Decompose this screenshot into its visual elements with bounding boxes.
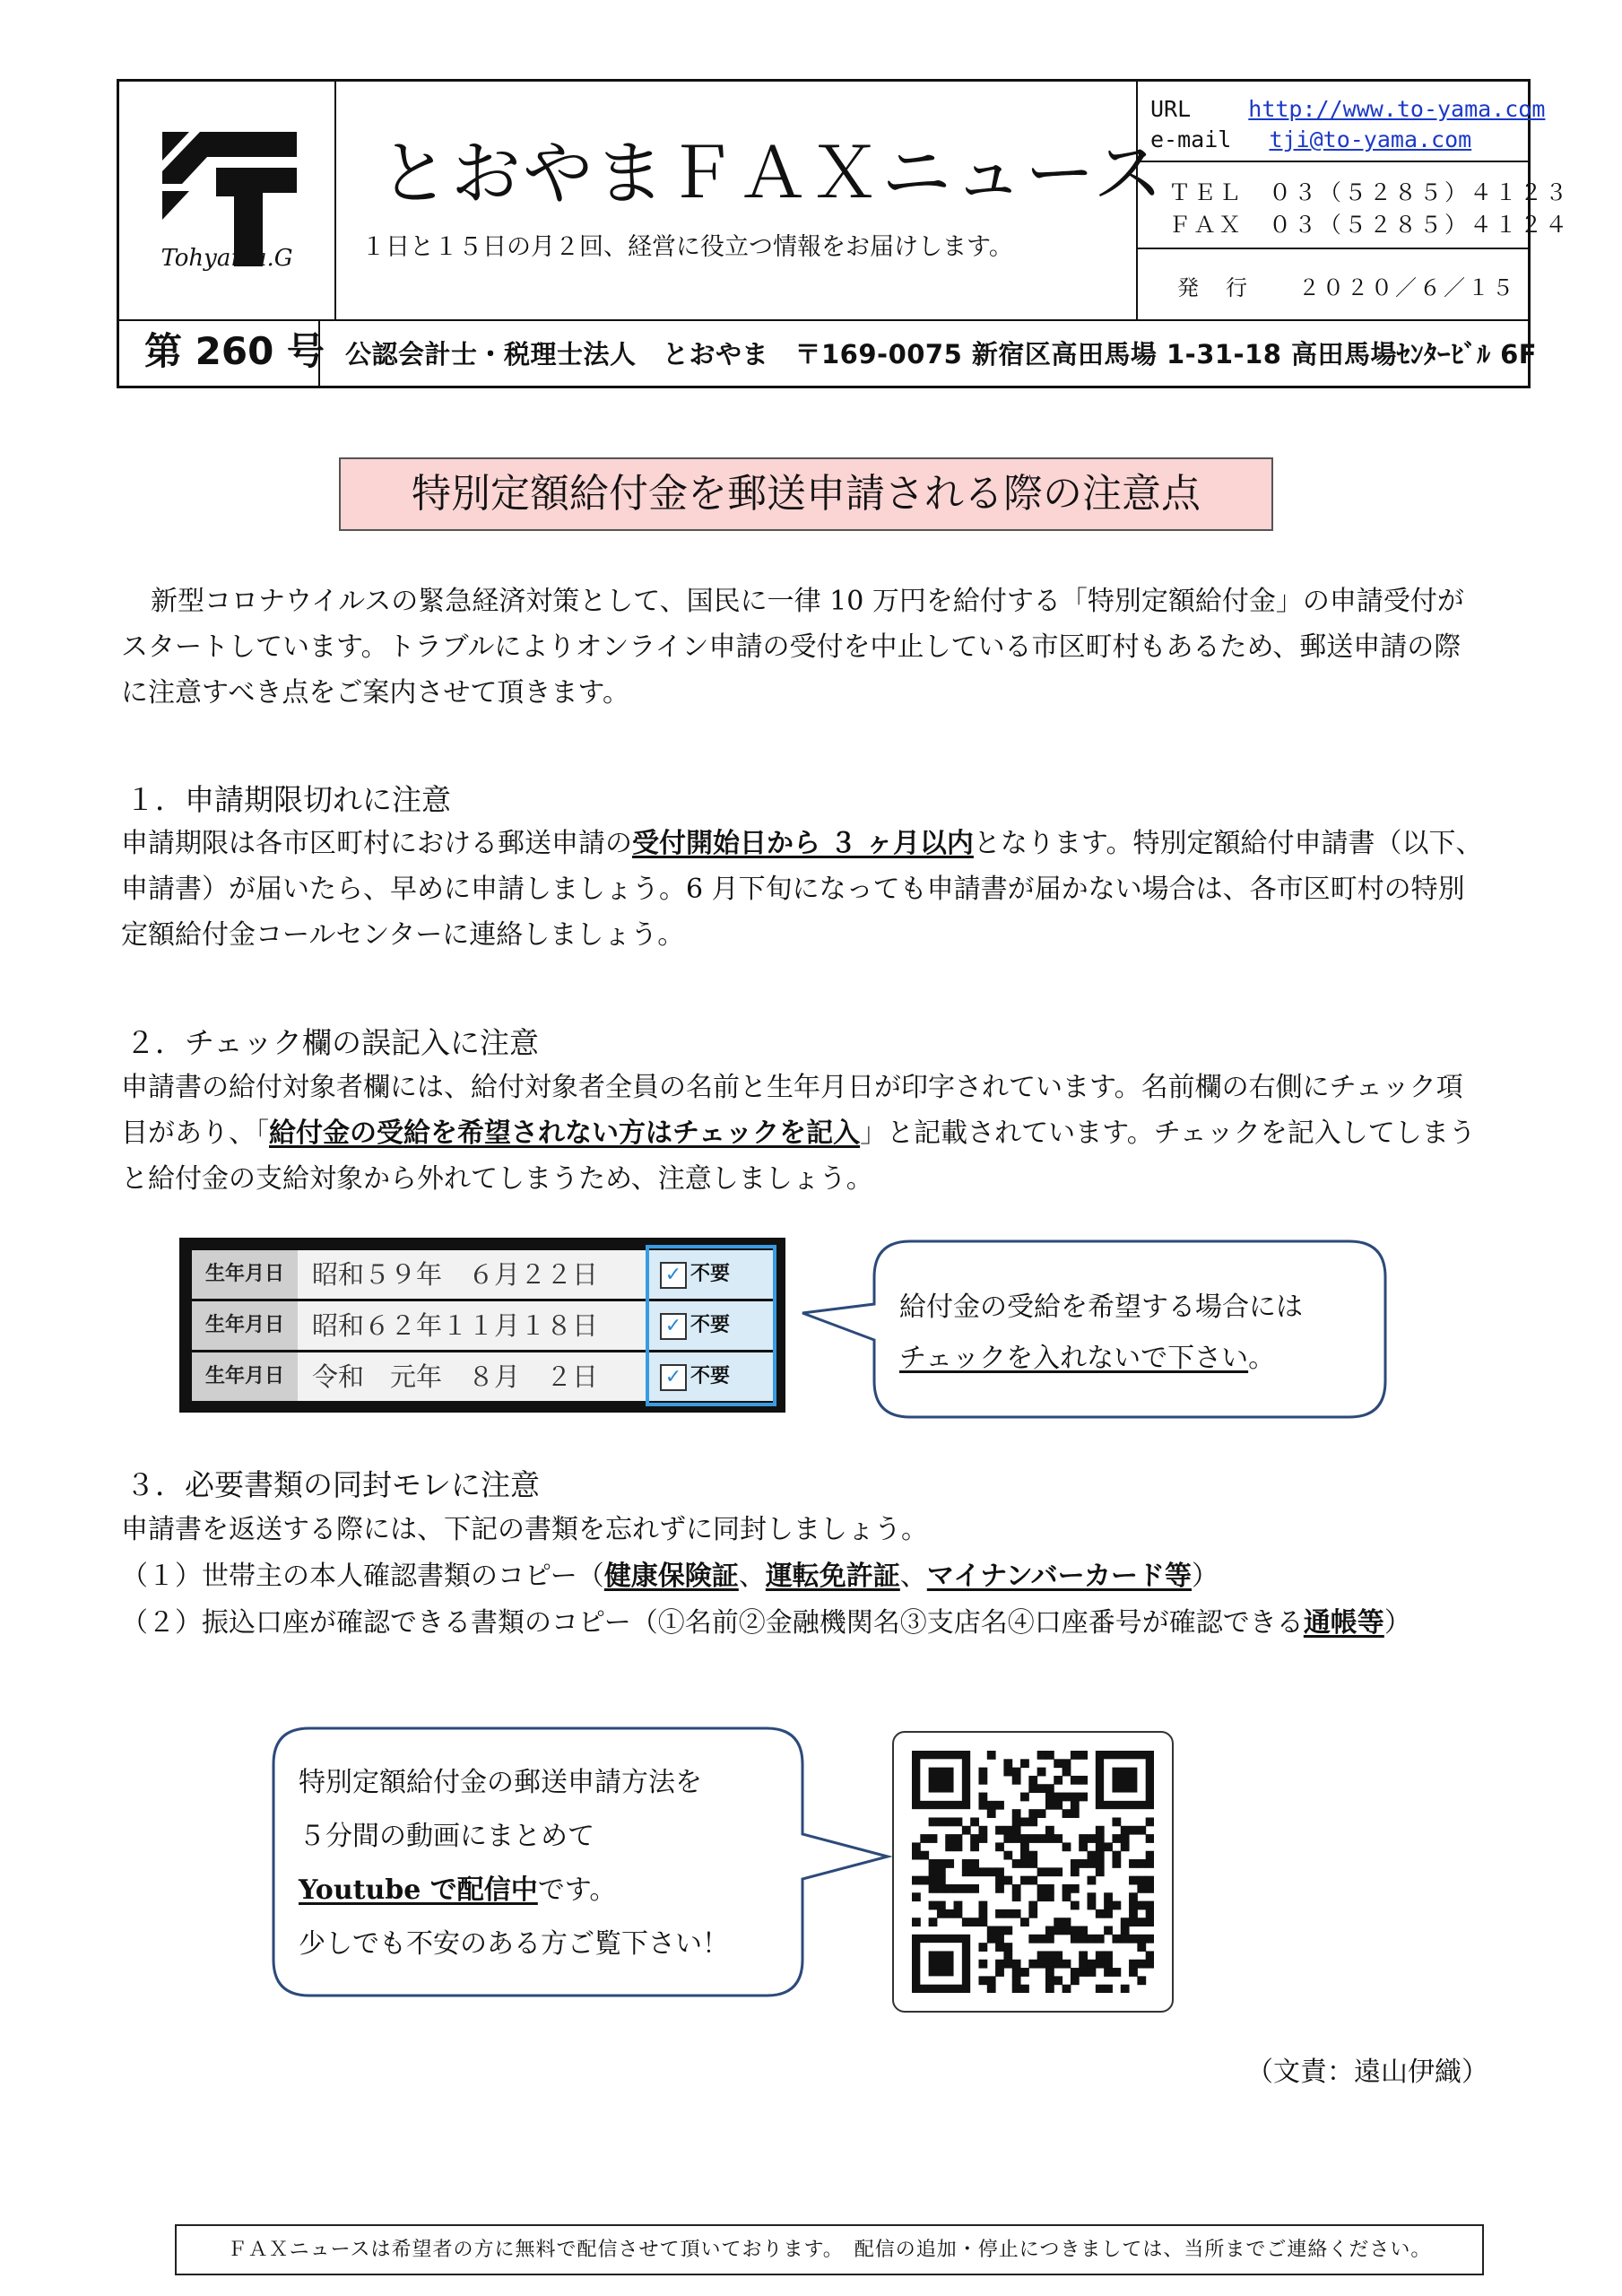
email-row	[1150, 126, 1471, 152]
section1-line: 申請期限は各市区町村における郵送申請の受付開始日から ３ ヶ月以内となります。特別定額給付申請書（以下、	[121, 828, 1483, 859]
document-item: （２）振込口座が確認できる書類のコピー（①名前②金融機関名③支店名④口座番号が確認できる通帳等）	[121, 1607, 1411, 1639]
section2-line: と給付金の支給対象から外れてしまうため、注意しましょう。	[121, 1163, 873, 1195]
callout-line: 特別定額給付金の郵送申請方法を	[299, 1767, 702, 1798]
callout-line: Youtube で配信中です。	[299, 1874, 617, 1906]
logo	[119, 82, 334, 319]
intro-line: 新型コロナウイルスの緊急経済対策として、国民に一律 10 万円を給付する「特別定額給付金」の申請受付が	[151, 586, 1464, 617]
header-divider	[119, 319, 1531, 321]
url-label: URL	[1150, 96, 1192, 122]
section-heading: １．申請期限切れに注意	[126, 782, 451, 817]
checkbox-column-highlight	[646, 1245, 776, 1406]
header-divider	[334, 82, 336, 319]
intro-line: に注意すべき点をご案内させて頂きます。	[121, 677, 629, 709]
section-heading: ２．チェック欄の誤記入に注意	[126, 1025, 540, 1060]
firm-address: 公認会計士・税理士法人 とおやま 〒169-0075 新宿区高田馬場 1-31-18 高田馬場ｾﾝﾀｰﾋﾞﾙ 6F	[345, 339, 1538, 370]
section2-line: 目があり、「給付金の受給を希望されない方はチェックを記入」と記載されています。チェックを記入してしまう	[121, 1118, 1476, 1149]
header-divider	[1136, 161, 1531, 162]
checkbox-icon: ✓	[660, 1313, 687, 1340]
decline-label: 不要	[690, 1314, 731, 1336]
header-divider	[1136, 248, 1531, 249]
qr-code-icon	[912, 1751, 1154, 1993]
birthdate-value: 昭和６２年１１月１８日	[312, 1310, 599, 1341]
callout-line: ５分間の動画にまとめて	[299, 1821, 594, 1852]
website-link[interactable]: http://www.to-yama.com	[1248, 96, 1546, 122]
document-item: （１）世帯主の本人確認書類のコピー（健康保険証、運転免許証、マイナンバーカード等）	[121, 1561, 1219, 1592]
author-credit: （文責：遠山伊織）	[1246, 2057, 1488, 2088]
decline-label: 不要	[690, 1263, 731, 1285]
birthdate-value: 令和 元年 ８月 ２日	[312, 1361, 599, 1392]
birthdate-label: 生年月日	[192, 1301, 298, 1350]
birthdate-label: 生年月日	[192, 1352, 298, 1401]
email-label: e-mail	[1150, 126, 1232, 152]
qr-code[interactable]	[892, 1731, 1174, 2013]
birthdate-label: 生年月日	[192, 1250, 298, 1299]
decline-label: 不要	[690, 1365, 731, 1387]
newsletter-title: とおやまＦＡＸニュース	[379, 134, 1166, 214]
section2-line: 申請書の給付対象者欄には、給付対象者全員の名前と生年月日が印字されています。名前欄の右側にチェック項	[121, 1072, 1463, 1103]
intro-line: スタートしています。トラブルによりオンライン申請の受付を中止している市区町村もあるため、郵送申請の際	[121, 631, 1462, 663]
fax-number: ＦＡＸ ０３（５２８５）４１２４	[1168, 212, 1571, 238]
checkbox-icon: ✓	[660, 1364, 687, 1391]
article-title: 特別定額給付金を郵送申請される際の注意点	[339, 457, 1273, 531]
callout-line: 少しでも不安のある方ご覧下さい！	[299, 1928, 729, 1960]
section-heading: ３．必要書類の同封モレに注意	[126, 1467, 540, 1502]
issue-number: 第 260 号	[144, 329, 325, 373]
checkbox-warning-emphasis: 給付金の受給を希望されない方はチェックを記入	[269, 1118, 861, 1149]
checkbox-icon: ✓	[660, 1262, 687, 1289]
section3-line: 申請書を返送する際には、下記の書類を忘れずに同封しましょう。	[121, 1514, 928, 1545]
deadline-emphasis: 受付開始日から ３ ヶ月以内	[632, 828, 974, 859]
issue-date: 発 行 ２０２０／６／１５	[1177, 275, 1516, 300]
footer-notice: ＦＡＸニュースは希望者の方に無料で配信させて頂いております。 配信の追加・停止につきましては、当所までご連絡ください。	[175, 2224, 1484, 2275]
callout-line: チェックを入れないで下さい。	[899, 1343, 1276, 1374]
newsletter-header	[117, 79, 1571, 388]
youtube-emphasis: Youtube で配信中	[299, 1874, 538, 1906]
callout-line: 給付金の受給を希望する場合には	[899, 1292, 1303, 1323]
logo-caption: Tohyama.G	[160, 245, 293, 272]
newsletter-tagline: １日と１５日の月２回、経営に役立つ情報をお届けします。	[361, 233, 1013, 261]
birthdate-value: 昭和５９年 ６月２２日	[312, 1259, 599, 1290]
url-row	[1150, 96, 1545, 122]
section1-line: 申請書）が届いたら、早めに申請しましょう。6 月下旬になっても申請書が届かない場合は、各市区町村の特別	[121, 874, 1465, 905]
tel-number: ＴＥＬ ０３（５２８５）４１２３	[1168, 179, 1571, 205]
no-check-emphasis: チェックを入れないで下さい	[899, 1343, 1249, 1374]
section1-line: 定額給付金コールセンターに連絡しましょう。	[121, 919, 685, 951]
application-form-sample	[179, 1238, 785, 1413]
email-link[interactable]: tji@to-yama.com	[1269, 126, 1472, 152]
